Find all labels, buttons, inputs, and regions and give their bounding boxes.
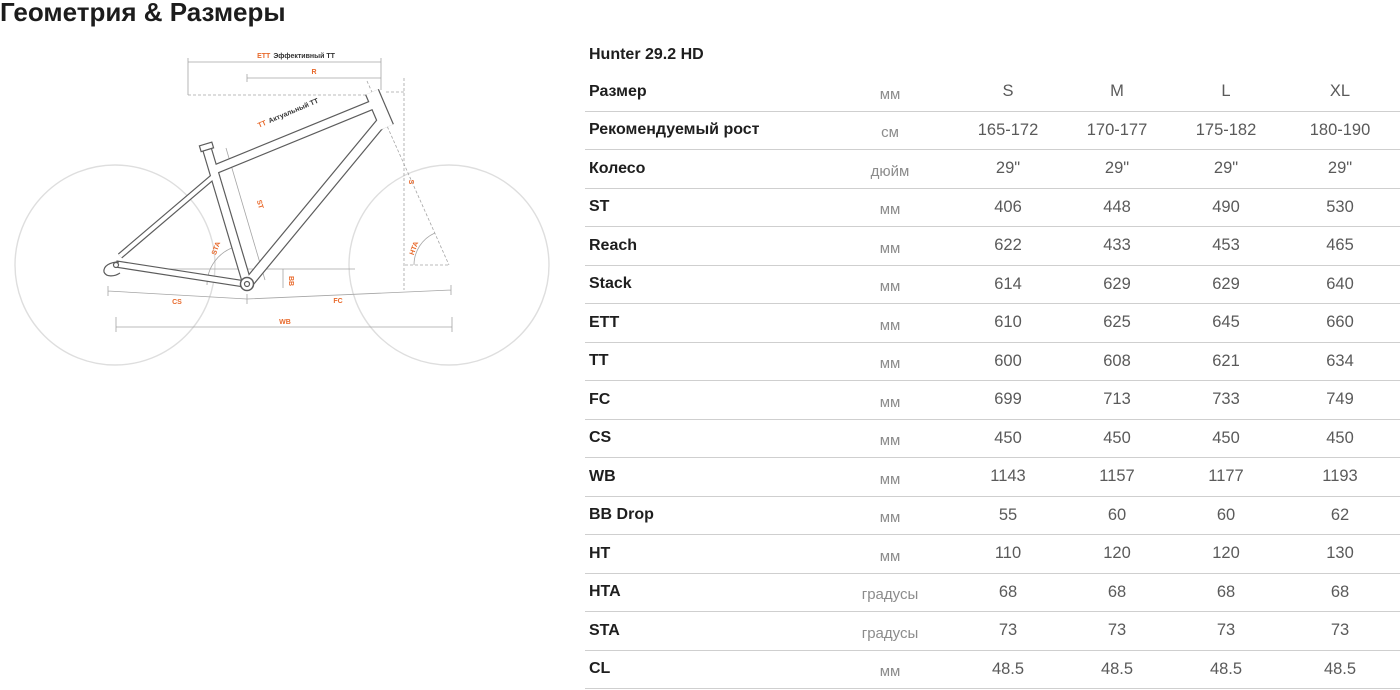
- size-s-value: 165-172: [977, 120, 1039, 139]
- table-row: [585, 574, 1400, 613]
- size-xl-value: 130: [1326, 544, 1354, 563]
- row-unit: мм: [879, 316, 901, 334]
- row-label: HT: [589, 544, 611, 562]
- size-xl-value: 530: [1326, 197, 1354, 216]
- size-xl-value: 465: [1326, 236, 1354, 255]
- row-label: ETT: [589, 313, 620, 331]
- size-l-value: 48.5: [1209, 659, 1243, 678]
- row-unit: мм: [879, 509, 901, 527]
- size-xl-value: 749: [1326, 390, 1354, 409]
- size-xl-value: 68: [1330, 582, 1350, 601]
- table-row: [585, 420, 1400, 459]
- table-row: [585, 227, 1400, 266]
- reach-label: R: [311, 69, 317, 76]
- size-s-value: 29": [995, 159, 1021, 178]
- size-xl-value: 48.5: [1323, 659, 1357, 678]
- size-l-value: 29": [1213, 159, 1239, 178]
- size-m-value: 120: [1103, 544, 1131, 563]
- size-m-value: 29": [1104, 159, 1130, 178]
- size-m-value: 713: [1103, 390, 1131, 409]
- table-row: [585, 458, 1400, 497]
- row-label: HTA: [589, 583, 621, 601]
- row-unit: мм: [879, 470, 901, 488]
- row-label: Размер: [589, 82, 647, 100]
- table-row: [585, 112, 1400, 151]
- size-m-value: 450: [1103, 428, 1131, 447]
- table-row: [585, 343, 1400, 382]
- row-label: ST: [589, 198, 610, 216]
- table-row: [585, 497, 1400, 536]
- size-l-value: 629: [1212, 274, 1240, 293]
- seat-stay: [120, 176, 214, 256]
- size-xl-value: 29": [1327, 159, 1353, 178]
- row-unit: мм: [879, 393, 901, 411]
- tt-abbr: TT: [257, 119, 268, 130]
- table-row: [585, 612, 1400, 651]
- fc-label: FC: [333, 298, 343, 305]
- geometry-table: [585, 0, 1400, 690]
- st-label: ST: [254, 199, 265, 210]
- frame-outlines: [116, 92, 387, 287]
- row-label: STA: [589, 621, 620, 639]
- bike-geometry-diagram: [0, 0, 580, 400]
- frame: [104, 92, 387, 291]
- table-row: [585, 73, 1400, 112]
- size-m-value: 433: [1103, 236, 1131, 255]
- size-s-value: 600: [994, 351, 1022, 370]
- rear-axle: [114, 263, 119, 268]
- size-m-value: M: [1110, 82, 1124, 101]
- geometry-table-rows: [585, 73, 1400, 689]
- table-row: [585, 535, 1400, 574]
- size-xl-value: 634: [1326, 351, 1354, 370]
- table-row: [585, 304, 1400, 343]
- row-unit: мм: [879, 278, 901, 296]
- size-s-value: 48.5: [991, 659, 1025, 678]
- sta-label: STA: [210, 240, 223, 257]
- size-s-value: 55: [998, 505, 1018, 524]
- size-s-value: 699: [994, 390, 1022, 409]
- model-name: Hunter 29.2 HD: [589, 46, 704, 63]
- table-row: [585, 189, 1400, 228]
- size-l-value: 621: [1212, 351, 1240, 370]
- size-xl-value: XL: [1329, 82, 1351, 101]
- ett-description: Эффективный TT: [273, 53, 335, 60]
- size-l-value: 453: [1212, 236, 1240, 255]
- size-m-value: 68: [1107, 582, 1127, 601]
- row-label: Рекомендуемый рост: [589, 121, 760, 139]
- size-s-value: 450: [994, 428, 1022, 447]
- fc-dimension-line: [247, 285, 451, 304]
- row-unit: мм: [879, 85, 901, 103]
- hta-label: HTA: [408, 240, 421, 257]
- size-xl-value: 180-190: [1309, 120, 1371, 139]
- row-unit: мм: [879, 547, 901, 565]
- row-label: Stack: [589, 275, 632, 293]
- row-label: WB: [589, 467, 616, 485]
- row-unit: мм: [879, 663, 901, 681]
- size-l-value: 73: [1216, 621, 1236, 640]
- size-m-value: 625: [1103, 313, 1131, 332]
- size-m-value: 1157: [1099, 467, 1135, 486]
- row-label: Колесо: [589, 159, 646, 177]
- row-unit: мм: [879, 239, 901, 257]
- table-row: [585, 150, 1400, 189]
- size-s-value: S: [1002, 82, 1014, 101]
- size-l-value: 68: [1216, 582, 1236, 601]
- size-l-value: 490: [1212, 197, 1240, 216]
- wb-label: WB: [279, 319, 291, 326]
- tt-description: Актуальный TT: [267, 97, 320, 126]
- row-label: TT: [589, 352, 609, 370]
- ett-dimension-line: [188, 58, 381, 95]
- tt-label: [257, 96, 321, 129]
- size-s-value: 73: [998, 621, 1018, 640]
- row-unit: градусы: [861, 624, 919, 642]
- size-s-value: 1143: [990, 467, 1026, 486]
- stack-label: S: [407, 179, 414, 185]
- cs-dimension-line: [108, 286, 247, 299]
- size-m-value: 608: [1103, 351, 1131, 370]
- size-l-value: 175-182: [1195, 120, 1257, 139]
- ett-abbr: ETT: [257, 53, 271, 60]
- size-xl-value: 62: [1330, 505, 1350, 524]
- size-s-value: 622: [994, 236, 1022, 255]
- head-tube: [372, 92, 387, 127]
- stack-dimension-line: [386, 78, 404, 290]
- size-xl-value: 450: [1326, 428, 1354, 447]
- row-label: BB Drop: [589, 506, 654, 524]
- size-s-value: 614: [994, 274, 1022, 293]
- size-xl-value: 1193: [1322, 467, 1358, 486]
- row-unit: мм: [879, 201, 901, 219]
- size-m-value: 48.5: [1100, 659, 1134, 678]
- size-s-value: 610: [994, 313, 1022, 332]
- row-unit: градусы: [861, 586, 919, 604]
- table-row: [585, 266, 1400, 305]
- size-m-value: 170-177: [1086, 120, 1148, 139]
- row-label: CL: [589, 660, 611, 678]
- table-row: [585, 381, 1400, 420]
- page-title: Геометрия & Размеры: [0, 0, 286, 27]
- size-l-value: L: [1221, 82, 1231, 101]
- table-row: [585, 651, 1400, 690]
- size-l-value: 450: [1212, 428, 1240, 447]
- row-unit: мм: [879, 355, 901, 373]
- row-label: Reach: [589, 236, 638, 254]
- size-m-value: 629: [1103, 274, 1131, 293]
- size-xl-value: 640: [1326, 274, 1354, 293]
- size-l-value: 120: [1212, 544, 1240, 563]
- size-l-value: 733: [1212, 390, 1240, 409]
- size-m-value: 60: [1107, 505, 1127, 524]
- cs-label: CS: [172, 299, 182, 306]
- size-s-value: 110: [994, 544, 1022, 563]
- bottom-bracket-center: [245, 282, 250, 287]
- bb-label: BB: [287, 275, 294, 287]
- ett-label: [257, 52, 336, 60]
- row-unit: мм: [879, 432, 901, 450]
- size-s-value: 406: [994, 197, 1022, 216]
- row-label: CS: [589, 429, 612, 447]
- size-m-value: 73: [1107, 621, 1127, 640]
- chainstay: [116, 264, 245, 284]
- size-s-value: 68: [998, 582, 1018, 601]
- row-unit: см: [881, 124, 899, 142]
- size-l-value: 1177: [1208, 467, 1244, 486]
- row-label: FC: [589, 390, 611, 408]
- size-l-value: 645: [1212, 313, 1240, 332]
- size-m-value: 448: [1103, 197, 1131, 216]
- size-l-value: 60: [1216, 505, 1236, 524]
- size-xl-value: 660: [1326, 313, 1354, 332]
- size-xl-value: 73: [1330, 621, 1350, 640]
- row-unit: дюйм: [870, 162, 910, 180]
